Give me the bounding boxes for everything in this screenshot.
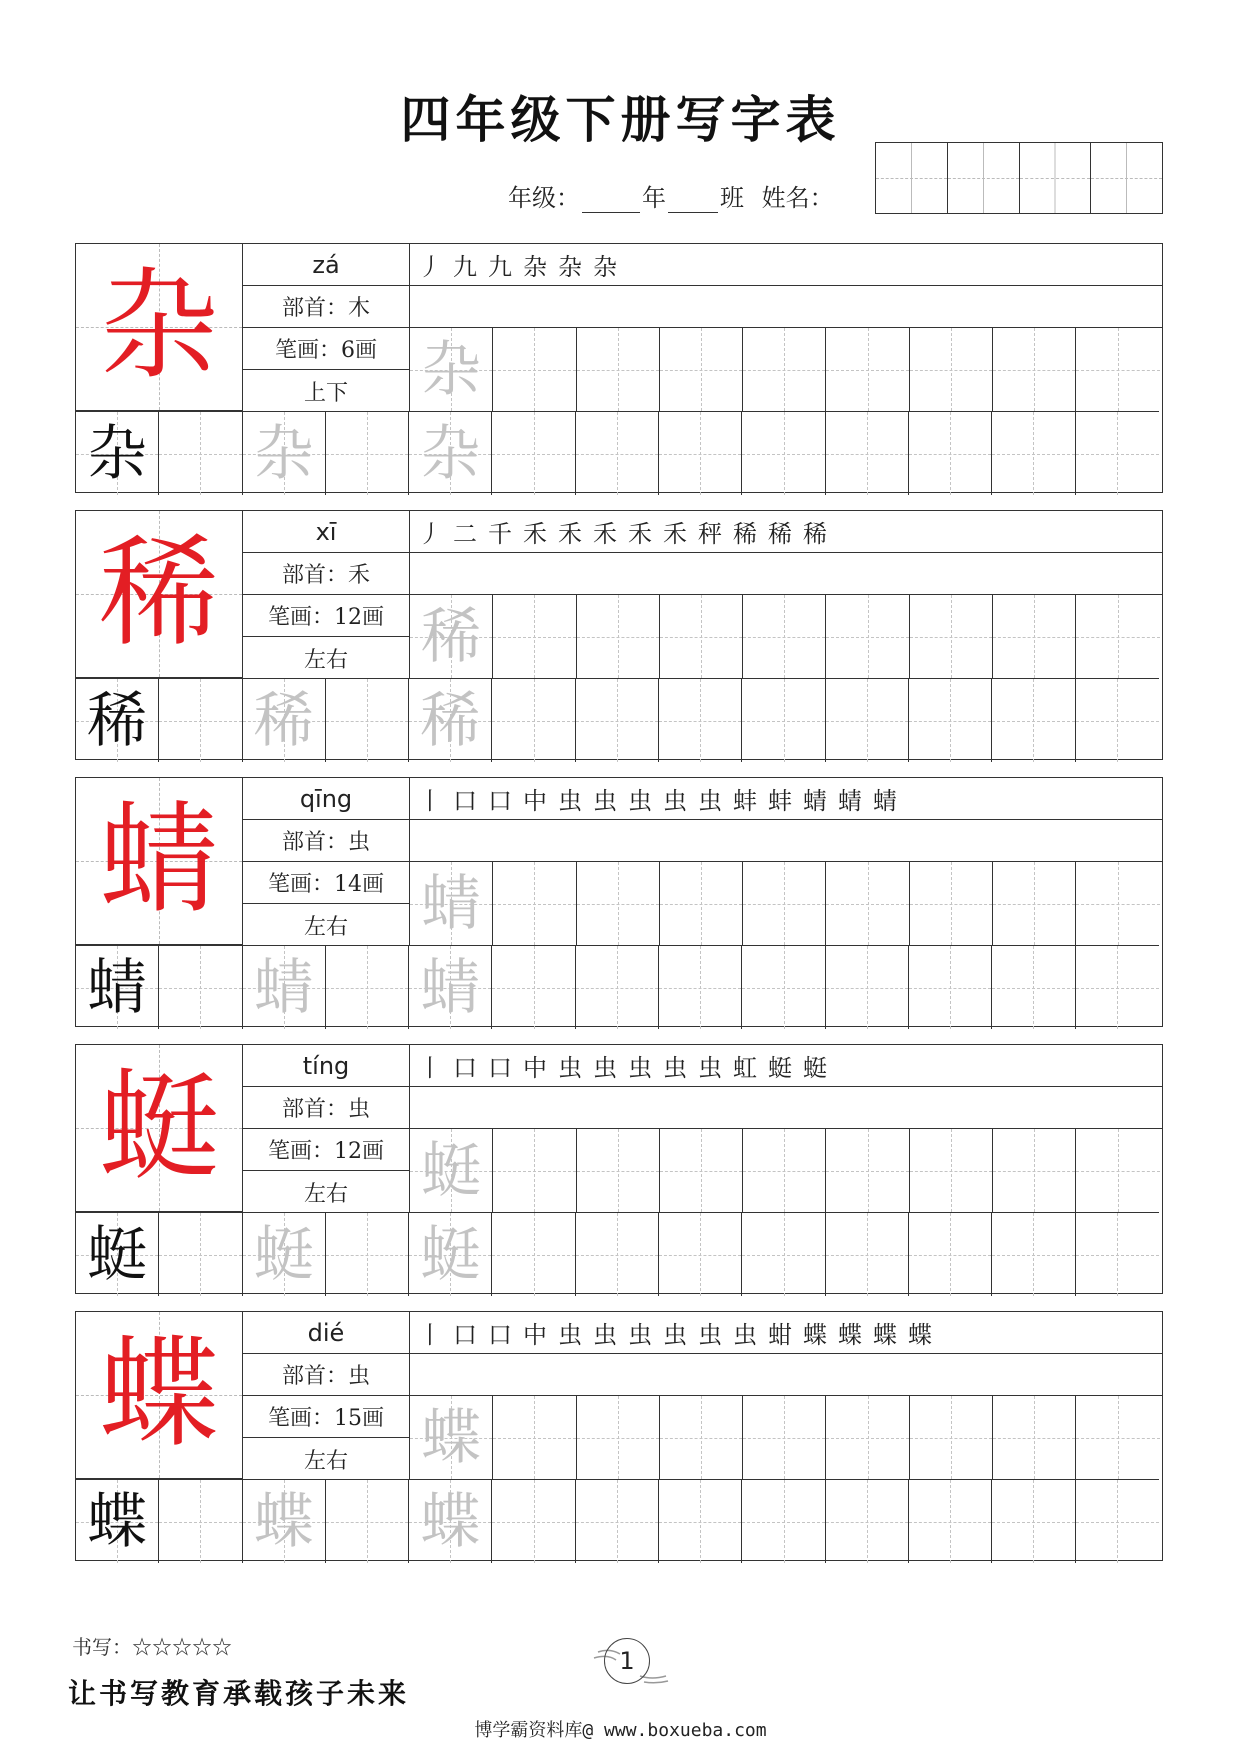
practice-cell[interactable] [743,1129,826,1212]
practice-cell[interactable] [826,328,909,411]
practice-cell[interactable] [993,1396,1076,1479]
practice-cell[interactable] [76,1480,159,1563]
stroke-step: 蜻 [873,787,899,815]
practice-cell[interactable] [1076,862,1159,945]
stroke-order [410,244,1162,286]
stroke-step: 千 [488,520,514,548]
trace-character: 蜻 [420,952,481,1023]
copy-character: 蜓 [87,1219,148,1290]
stroke-step: 虫 [558,1321,584,1349]
practice-cell[interactable] [659,412,742,495]
stroke-step: 丨 [418,787,444,815]
copy-character: 蝶 [87,1486,148,1557]
model-character-text: 蜻 [99,791,219,930]
stroke-order [410,511,1162,553]
stroke-step: 蜻 [803,787,829,815]
page-title: 四年级下册写字表 [400,90,841,149]
practice-cell[interactable] [909,412,992,495]
model-character-text: 蝶 [99,1325,219,1464]
practice-cell[interactable] [409,412,492,495]
practice-cell[interactable] [493,328,576,411]
stroke-step: 口 [453,1321,479,1349]
slogan: 让书写教育承载孩子未来 [68,1677,410,1710]
practice-cell[interactable] [1076,1129,1159,1212]
practice-cell[interactable] [742,1213,825,1296]
model-character [76,1045,243,1212]
practice-cell[interactable] [743,328,826,411]
practice-cell[interactable] [577,1129,660,1212]
blank-row[interactable] [410,286,1162,328]
practice-row [410,862,1160,945]
blank-row[interactable] [410,1354,1162,1396]
practice-cell[interactable] [76,412,159,495]
practice-cell[interactable] [243,679,326,762]
structure: 左右 [243,1438,410,1480]
name-cell[interactable] [948,143,1020,213]
practice-cell[interactable] [409,679,492,762]
practice-cell[interactable] [660,595,743,678]
practice-cell[interactable] [826,1129,909,1212]
stroke-step: 虫 [698,1054,724,1082]
stroke-step: 二 [453,520,479,548]
practice-cell[interactable] [493,1396,576,1479]
practice-cell[interactable] [326,679,409,762]
stroke-step: 虫 [628,1054,654,1082]
practice-cell[interactable] [577,862,660,945]
practice-cell[interactable] [492,1213,575,1296]
trace-character: 蝶 [253,1486,314,1557]
practice-cell[interactable] [410,1129,493,1212]
structure: 左右 [243,1171,410,1213]
practice-cell[interactable] [1076,328,1159,411]
practice-cell[interactable] [577,328,660,411]
stroke-order [410,1045,1162,1087]
structure: 左右 [243,637,410,679]
practice-cell[interactable] [493,1129,576,1212]
practice-cell[interactable] [743,595,826,678]
character-block [75,510,1163,760]
practice-cell[interactable] [410,595,493,678]
name-cell[interactable] [876,143,948,213]
name-box[interactable] [875,142,1163,214]
model-character-text: 蜓 [99,1058,219,1197]
character-block [75,1311,1163,1561]
copy-character: 稀 [87,685,148,756]
practice-cell[interactable] [492,412,575,495]
pinyin: xī [243,511,410,553]
name-cell[interactable] [1020,143,1092,213]
stroke-step: 中 [523,787,549,815]
practice-cell[interactable] [409,946,492,1029]
practice-cell[interactable] [659,1480,742,1563]
practice-cell[interactable] [910,1129,993,1212]
stroke-step: 虫 [628,787,654,815]
practice-cell[interactable] [159,679,242,762]
stroke-step: 禾 [558,520,584,548]
practice-cell[interactable] [1076,1480,1159,1563]
structure: 左右 [243,904,410,946]
trace-character: 蜓 [420,1219,481,1290]
model-character [76,1312,243,1479]
practice-cell[interactable] [826,595,909,678]
practice-cell[interactable] [243,412,326,495]
stroke-count: 笔画：14画 [243,862,410,904]
year-label: 年 [642,184,666,212]
trace-character: 杂 [421,334,482,405]
practice-cell[interactable] [660,1129,743,1212]
stroke-step: 蚌 [768,787,794,815]
practice-cell[interactable] [243,1480,326,1563]
practice-cell[interactable] [243,946,326,1029]
stroke-step: 蜓 [768,1054,794,1082]
practice-cell[interactable] [910,328,993,411]
practice-row [76,411,1159,495]
practice-cell[interactable] [993,862,1076,945]
stroke-step: 虫 [558,787,584,815]
stroke-step: 蜻 [838,787,864,815]
practice-cell[interactable] [660,862,743,945]
stroke-step: 蝶 [873,1321,899,1349]
stroke-step: 九 [453,253,479,281]
practice-cell[interactable] [659,679,742,762]
practice-cell[interactable] [826,1396,909,1479]
practice-row [410,595,1160,678]
practice-cell[interactable] [909,946,992,1029]
source-credit: 博学霸资料库@ www.boxueba.com [474,1720,767,1741]
practice-cell[interactable] [492,1480,575,1563]
practice-row [76,678,1159,762]
stroke-step: 蝶 [908,1321,934,1349]
page-number: 1 [604,1638,650,1684]
radical: 部首：虫 [243,1087,410,1129]
practice-row [76,945,1159,1029]
stroke-step: 杂 [523,253,549,281]
character-block [75,243,1163,493]
practice-cell[interactable] [1076,412,1159,495]
stroke-step: 丨 [418,1054,444,1082]
grade-label: 年级： [508,184,580,212]
stroke-step: 九 [488,253,514,281]
trace-character: 蜓 [421,1135,482,1206]
practice-cell[interactable] [410,1396,493,1479]
stroke-step: 蜓 [803,1054,829,1082]
stroke-step: 中 [523,1054,549,1082]
stroke-step: 禾 [628,520,654,548]
blank-row[interactable] [410,820,1162,862]
practice-cell[interactable] [577,595,660,678]
pinyin: dié [243,1312,410,1354]
stroke-step: 虫 [663,1054,689,1082]
radical: 部首：禾 [243,553,410,595]
practice-row [76,1479,1159,1563]
practice-row [410,1129,1160,1212]
class-blank[interactable] [668,186,718,213]
practice-cell[interactable] [909,1480,992,1563]
pinyin: qīng [243,778,410,820]
stroke-step: 禾 [663,520,689,548]
name-label: 姓名： [761,184,834,212]
writing-rating: 书写：☆☆☆☆☆ [72,1635,232,1659]
copy-character: 杂 [87,418,148,489]
practice-cell[interactable] [910,1396,993,1479]
character-block [75,777,1163,1027]
practice-cell[interactable] [659,946,742,1029]
practice-cell[interactable] [910,862,993,945]
practice-cell[interactable] [410,328,493,411]
practice-cell[interactable] [159,1480,242,1563]
trace-character: 稀 [253,685,314,756]
blank-row[interactable] [410,553,1162,595]
practice-cell[interactable] [576,412,659,495]
practice-cell[interactable] [909,1213,992,1296]
practice-cell[interactable] [576,1213,659,1296]
stroke-step: 口 [453,787,479,815]
practice-cell[interactable] [243,1213,326,1296]
stroke-order [410,1312,1162,1354]
stroke-step: 禾 [593,520,619,548]
stroke-step: 口 [453,1054,479,1082]
practice-cell[interactable] [493,595,576,678]
stroke-step: 虫 [628,1321,654,1349]
practice-cell[interactable] [410,862,493,945]
stroke-order [410,778,1162,820]
stroke-count: 笔画：12画 [243,1129,410,1171]
stroke-step: 中 [523,1321,549,1349]
trace-character: 杂 [420,418,481,489]
stroke-step: 虫 [558,1054,584,1082]
stroke-step: 丿 [418,253,444,281]
practice-cell[interactable] [409,1213,492,1296]
model-character [76,244,243,411]
trace-character: 蜻 [421,868,482,939]
stroke-step: 口 [488,1321,514,1349]
structure: 上下 [243,370,410,412]
blank-row[interactable] [410,1087,1162,1129]
class-unit-label: 班 [720,184,744,212]
practice-cell[interactable] [826,412,909,495]
copy-character: 蜻 [87,952,148,1023]
practice-cell[interactable] [409,1480,492,1563]
trace-character: 稀 [420,685,481,756]
radical: 部首：虫 [243,1354,410,1396]
stroke-step: 稀 [733,520,759,548]
trace-character: 蜓 [253,1219,314,1290]
stroke-step: 虫 [698,1321,724,1349]
practice-cell[interactable] [992,1213,1075,1296]
practice-cell[interactable] [1076,1396,1159,1479]
practice-cell[interactable] [1076,1213,1159,1296]
model-character [76,778,243,945]
name-cell[interactable] [1091,143,1162,213]
practice-cell[interactable] [992,412,1075,495]
pinyin: zá [243,244,410,286]
practice-cell[interactable] [159,412,242,495]
practice-cell[interactable] [76,679,159,762]
pinyin: tíng [243,1045,410,1087]
stroke-count: 笔画：12画 [243,595,410,637]
model-character [76,511,243,678]
stroke-step: 杂 [593,253,619,281]
stroke-step: 蝶 [838,1321,864,1349]
practice-cell[interactable] [493,862,576,945]
practice-cell[interactable] [993,1129,1076,1212]
practice-cell[interactable] [826,1480,909,1563]
trace-character: 蜻 [253,952,314,1023]
practice-row [410,328,1160,411]
stroke-step: 稀 [803,520,829,548]
practice-cell[interactable] [492,679,575,762]
stroke-step: 稀 [768,520,794,548]
practice-cell[interactable] [742,946,825,1029]
stroke-step: 蚶 [768,1321,794,1349]
radical: 部首：木 [243,286,410,328]
practice-cell[interactable] [576,946,659,1029]
practice-cell[interactable] [826,1213,909,1296]
practice-cell[interactable] [826,862,909,945]
radical: 部首：虫 [243,820,410,862]
practice-cell[interactable] [660,1396,743,1479]
practice-cell[interactable] [659,1213,742,1296]
model-character-text: 杂 [99,257,219,396]
practice-cell[interactable] [992,946,1075,1029]
practice-cell[interactable] [743,1396,826,1479]
practice-cell[interactable] [1076,595,1159,678]
practice-cell[interactable] [576,679,659,762]
stroke-count: 笔画：15画 [243,1396,410,1438]
trace-character: 稀 [421,601,482,672]
grade-blank[interactable] [582,186,640,213]
practice-cell[interactable] [326,1480,409,1563]
stroke-step: 虫 [593,787,619,815]
practice-cell[interactable] [909,679,992,762]
practice-cell[interactable] [326,1213,409,1296]
trace-character: 蝶 [421,1402,482,1473]
stroke-step: 丿 [418,520,444,548]
practice-cell[interactable] [76,1213,159,1296]
practice-cell[interactable] [992,679,1075,762]
practice-cell[interactable] [993,328,1076,411]
stroke-step: 口 [488,1054,514,1082]
practice-cell[interactable] [826,679,909,762]
model-character-text: 稀 [99,524,219,663]
practice-cell[interactable] [326,412,409,495]
character-block [75,1044,1163,1294]
practice-cell[interactable] [576,1480,659,1563]
practice-cell[interactable] [910,595,993,678]
stroke-step: 虫 [663,1321,689,1349]
practice-cell[interactable] [742,1480,825,1563]
practice-cell[interactable] [993,595,1076,678]
stroke-step: 蝶 [803,1321,829,1349]
practice-cell[interactable] [577,1396,660,1479]
practice-cell[interactable] [743,862,826,945]
stroke-step: 秤 [698,520,724,548]
stroke-step: 虫 [593,1321,619,1349]
stroke-step: 虫 [698,787,724,815]
trace-character: 蝶 [420,1486,481,1557]
stroke-step: 虫 [593,1054,619,1082]
practice-cell[interactable] [992,1480,1075,1563]
stroke-step: 口 [488,787,514,815]
stroke-step: 虹 [733,1054,759,1082]
practice-cell[interactable] [492,946,575,1029]
trace-character: 杂 [253,418,314,489]
stroke-step: 虫 [733,1321,759,1349]
stroke-step: 蚌 [733,787,759,815]
practice-cell[interactable] [742,679,825,762]
stroke-count: 笔画：6画 [243,328,410,370]
practice-cell[interactable] [660,328,743,411]
practice-cell[interactable] [1076,946,1159,1029]
practice-cell[interactable] [1076,679,1159,762]
practice-cell[interactable] [76,946,159,1029]
stroke-step: 杂 [558,253,584,281]
practice-row [410,1396,1160,1479]
practice-cell[interactable] [742,412,825,495]
practice-cell[interactable] [159,946,242,1029]
practice-cell[interactable] [159,1213,242,1296]
stroke-step: 丨 [418,1321,444,1349]
stroke-step: 虫 [663,787,689,815]
practice-cell[interactable] [326,946,409,1029]
stroke-step: 禾 [523,520,549,548]
student-info-line [508,178,834,213]
practice-cell[interactable] [826,946,909,1029]
practice-row [76,1212,1159,1296]
